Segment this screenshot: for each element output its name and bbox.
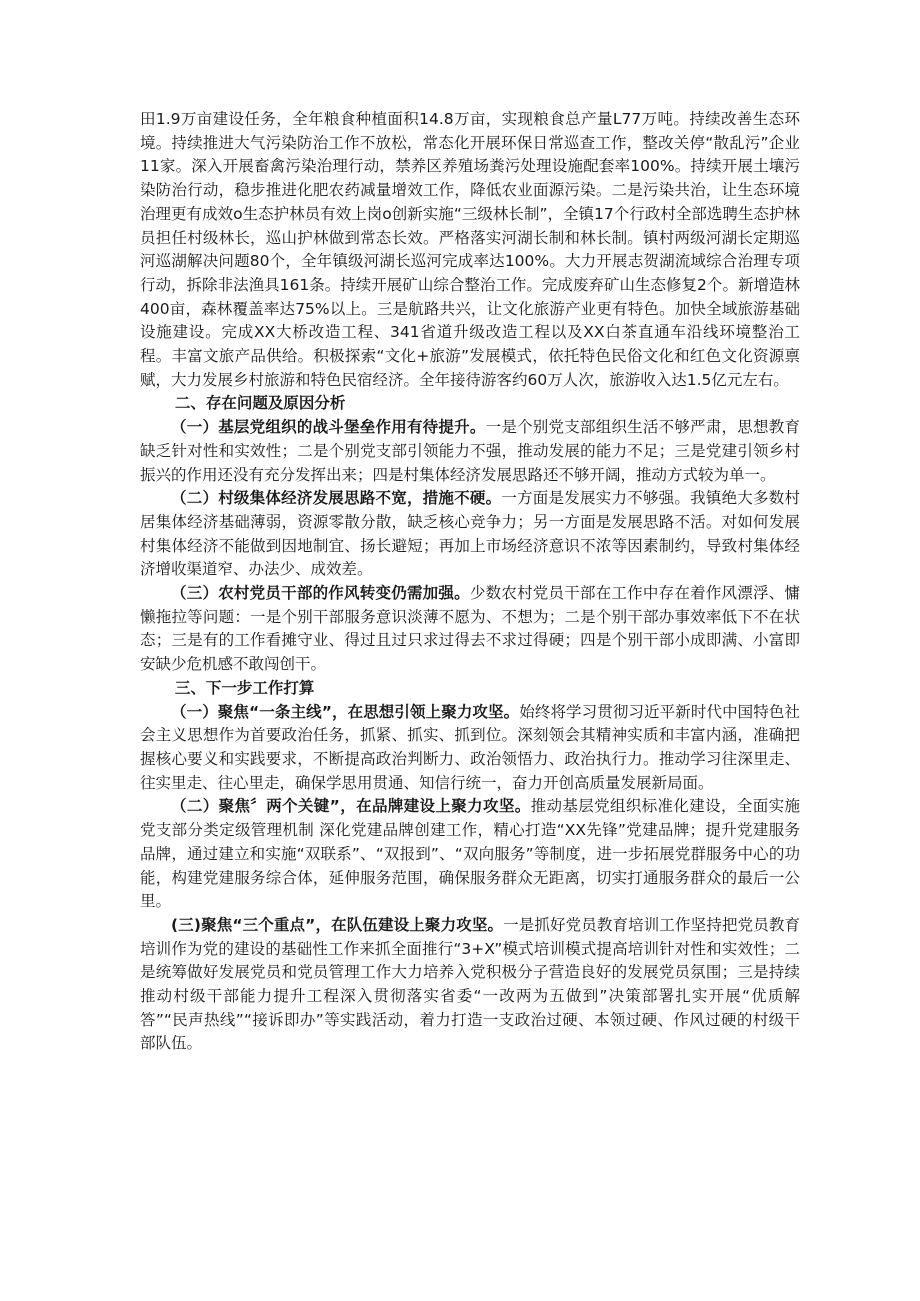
plan-2-lead: （二）聚焦〞两个关键”，在品牌建设上聚力攻坚。 xyxy=(171,797,531,816)
section-heading-problems: 二、存在问题及原因分析 xyxy=(174,394,346,413)
document-page xyxy=(140,108,800,1056)
plan-3-body: 一是抓好党员教育培训工作坚持把党员教育培训作为党的建设的基础性工作来抓全面推行“3+X”模式培训模式提高培训针对性和实效性；二是统筹做好发展党员和党员管理工作大力培养入党积极分子营造良好的发展党员氛围；三是持续推动村级干部能力提升工程深入贯彻落实省委“一改两为五做到”决策部署扎实开展“优质解答”“民声热线”“接诉即办”等实践活动，着力打造一支政治过硬、本领过硬、作风过硬的村级干部队伍。 xyxy=(140,915,800,1053)
plan-paragraph-2 xyxy=(140,795,800,914)
problem-paragraph-3 xyxy=(140,582,800,677)
problem-3-lead: （三）农村党员干部的作风转变仍需加强。 xyxy=(171,584,470,603)
plan-3-lead: (三)聚焦“三个重点”，在队伍建设上聚力攻坚。 xyxy=(171,915,504,934)
plan-paragraph-1 xyxy=(140,701,800,796)
problem-3-body: 少数农村党员干部在工作中存在着作风漂浮、慵懒拖拉等问题：一是个别干部服务意识淡薄不愿为、不想为；二是个别干部办事效率低下不在状态；三是有的工作看摊守业、得过且过只求过得去不求过得硬；四是个别干部小成即满、小富即安缺少危机感不敢闯创干。 xyxy=(140,584,800,674)
plan-paragraph-3 xyxy=(140,914,800,1056)
intro-paragraph: 田1.9万亩建设任务，全年粮食种植面积14.8万亩，实现粮食总产量L77万吨。持续改善生态环境。持续推进大气污染防治工作不放松，常态化开展环保日常巡查工作，整改关停“散乱污”企业11家。深入开展畜禽污染治理行动，禁养区养殖场粪污处理设施配套率100%。持续开展土壤污染防治行动，稳步推进化肥农药减量增效工作，降低农业面源污染。二是污染共治，让生态环境治理更有成效o生态护林员有效上岗o创新实施“三级林长制”，全镇17个行政村全部选聘生态护林员担任村级林长，巡山护林做到常态长效。严格落实河湖长制和林长制。镇村两级河湖长定期巡河巡湖解决问题80个，全年镇级河湖长巡河完成率达100%。大力开展志贺湖流域综合治理专项行动，拆除非法渔具161条。持续开展矿山综合整治工作。完成废弃矿山生态修复2个。新增造林400亩，森林覆盖率达75%以上。三是航路共兴，让文化旅游产业更有特色。加快全域旅游基础设施建设。完成XX大桥改造工程、341省道升级改造工程以及XX白茶直通车沿线环境整治工程。丰富文旅产品供给。积极探索“文化+旅游”发展模式，依托特色民俗文化和红色文化资源禀赋，大力发展乡村旅游和特色民宿经济。全年接待游客约60万人次，旅游收入达1.5亿元左右。 xyxy=(140,110,800,389)
problem-2-lead: （二）村级集体经济发展思路不宽，措施不硬。 xyxy=(171,489,502,508)
plan-1-lead: （一）聚焦“一条主线”，在思想引领上聚力攻坚。 xyxy=(171,702,520,721)
problem-1-lead: （一）基层党组织的战斗堡垒作用有待提升。 xyxy=(171,418,486,437)
problem-1-body: 一是个别党支部组织生活不够严肃，思想教育缺乏针对性和实效性；二是个别党支部引领能力不强，推动发展的能力不足；三是党建引领乡村振兴的作用还没有充分发挥出来；四是村集体经济发展思路还不够开阔，推动方式较为单一。 xyxy=(140,418,800,484)
plan-2-body: 推动基层党组织标准化建设，全面实施党支部分类定级管理机制 深化党建品牌创建工作，精心打造“XX先锋”党建品牌；提升党建服务品牌，通过建立和实施“双联系”、“双报到”、“双向服务”等制度，进一步拓展党群服务中心的功能，构建党建服务综合体，延伸服务范围，确保服务群众无距离，切实打通服务群众的最后一公里。 xyxy=(140,797,800,911)
problem-paragraph-2 xyxy=(140,487,800,582)
plan-1-body: 始终将学习贯彻习近平新时代中国特色社会主义思想作为首要政治任务，抓紧、抓实、抓到位。深刻领会其精神实质和丰富内涵，准确把握核心要义和实践要求，不断提高政治判断力、政治领悟力、政治执行力。推动学习往深里走、往实里走、往心里走，确保学思用贯通、知信行统一，奋力开创高质量发展新局面。 xyxy=(140,702,800,792)
section-heading-next-steps: 三、下一步工作打算 xyxy=(174,678,315,697)
problem-2-body: 一方面是发展实力不够强。我镇绝大多数村居集体经济基础薄弱，资源零散分散，缺乏核心竞争力；另一方面是发展思路不活。对如何发展村集体经济不能做到因地制宜、扬长避短；再加上市场经济意识不浓等因素制约，导致村集体经济增收渠道窄、办法少、成效差。 xyxy=(140,489,800,579)
problem-paragraph-1 xyxy=(140,416,800,487)
